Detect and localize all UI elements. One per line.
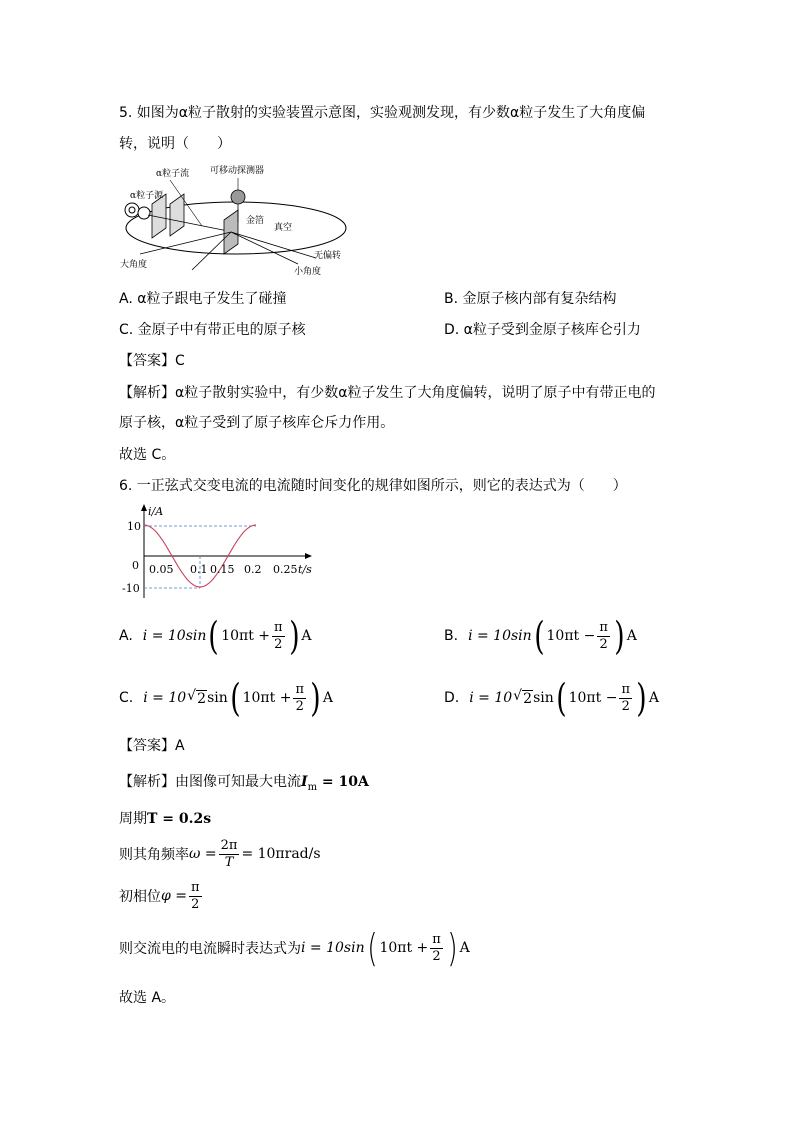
frac-num: π: [621, 681, 630, 697]
q6-analysis-intro: 【解析】由图像可知最大电流: [119, 774, 301, 790]
q6-option-d-label: D.: [444, 690, 460, 706]
q6-option-c-unit: A: [322, 690, 333, 706]
q6-option-d[interactable]: D. i = 10 √ 2 sin ( 10πt − $\frac{\pi}{2}$ ) A: [444, 674, 659, 722]
alpha-scattering-diagram: [118, 160, 350, 280]
imax-sub: m: [307, 781, 318, 793]
q6-option-c-coef-pre: i = 10: [143, 690, 187, 706]
label-no-deflection: 无偏转: [314, 251, 342, 261]
q6-answer: 【答案】A: [119, 738, 185, 754]
q5-option-d[interactable]: D. α粒子受到金原子核库仑引力: [444, 322, 641, 338]
frac-num: π: [274, 619, 283, 635]
q6-option-a-unit: A: [301, 628, 312, 644]
frac-num: π: [599, 619, 608, 635]
q6-option-d-coef-post: sin: [533, 690, 554, 706]
q6-conclusion: 故选 A。: [119, 990, 176, 1006]
q6-analysis-imax: [119, 772, 369, 798]
frac-den: 2: [274, 636, 283, 652]
imax-symbol: I: [301, 774, 308, 790]
q6-analysis-instant: 则交流电的电流瞬时表达式为 i = 10sin ( 10πt + $\frac{\pi}{2}$ ) A: [119, 926, 470, 970]
q5-option-b[interactable]: B. 金原子核内部有复杂结构: [444, 291, 617, 307]
label-detector: 可移动探测器: [210, 166, 265, 176]
period-value: T = 0.2s: [147, 811, 212, 827]
q5-stem-line1: 5. 如图为α粒子散射的实验装置示意图，实验观测发现，有少数α粒子发生了大角度偏: [119, 105, 646, 121]
frac-den: 2: [191, 896, 200, 912]
graph-y-zero: 0: [132, 559, 139, 572]
q6-option-b-unit: A: [626, 628, 637, 644]
q6-option-a-label: A.: [119, 628, 133, 644]
instant-label: 则交流电的电流瞬时表达式为: [119, 941, 301, 957]
graph-ylabel: i/A: [148, 505, 164, 518]
q5-option-c[interactable]: C. 金原子中有带正电的原子核: [119, 322, 306, 338]
frac-den: 2: [432, 948, 441, 964]
frac-den: 2: [295, 698, 304, 714]
q6-option-c[interactable]: C. i = 10 √ 2 sin ( 10πt + $\frac{\pi}{2}$ ) A: [119, 674, 333, 722]
period-label: 周期: [119, 811, 147, 827]
graph-tick-0.05: 0.05: [149, 563, 174, 576]
frac-num: π: [190, 879, 200, 895]
phase-label: 初相位: [119, 889, 161, 905]
q6-option-c-coef-post: sin: [207, 690, 228, 706]
label-vacuum: 真空: [274, 223, 293, 233]
q6-option-c-label: C.: [119, 690, 134, 706]
label-small-angle: 小角度: [294, 267, 322, 277]
phase-lhs: φ =: [161, 888, 187, 904]
label-alpha-source: α粒子源: [130, 191, 164, 201]
q6-analysis-period: [119, 809, 211, 829]
graph-tick-0.2: 0.2: [244, 563, 262, 576]
frac-den: 2: [599, 636, 608, 652]
instant-inner: 10πt +: [379, 940, 429, 956]
q6-option-d-inner: 10πt −: [568, 690, 618, 706]
q6-analysis-omega: [119, 834, 321, 874]
frac-num: π: [295, 681, 304, 697]
q5-analysis-line1: 【解析】α粒子散射实验中，有少数α粒子发生了大角度偏转，说明了原子中有带正电的: [119, 385, 656, 401]
graph-y-bottom: -10: [122, 582, 140, 595]
frac-num: π: [432, 931, 441, 947]
omega-rhs: = 10πrad/s: [241, 846, 321, 862]
q6-option-c-root: √ 2: [196, 690, 207, 707]
q5-answer: 【答案】C: [119, 353, 185, 369]
q6-analysis-phase: [119, 876, 204, 916]
q5-conclusion: 故选 C。: [119, 447, 176, 463]
omega-lhs: ω =: [189, 846, 217, 862]
q6-option-a[interactable]: A. i = 10sin ( 10πt + $\frac{\pi}{2}$ ) A: [119, 614, 312, 658]
frac-den: 2: [621, 698, 630, 714]
instant-coef: i = 10sin: [301, 940, 365, 956]
q6-option-b[interactable]: B. i = 10sin ( 10πt − $\frac{\pi}{2}$ ) A: [444, 614, 637, 658]
graph-tick-0.25: 0.25: [273, 563, 298, 576]
q6-option-d-unit: A: [648, 690, 659, 706]
q6-option-d-coef-pre: i = 10: [469, 690, 513, 706]
label-alpha-stream: α粒子流: [156, 169, 190, 179]
imax-value: = 10A: [317, 774, 369, 790]
q6-option-d-root: √ 2: [522, 690, 533, 707]
graph-xlabel: t/s: [298, 563, 312, 576]
q6-option-b-label: B.: [444, 628, 459, 644]
q6-option-b-coef: i = 10sin: [468, 628, 532, 644]
q6-option-b-inner: 10πt −: [546, 628, 596, 644]
q5-stem-line2: 转，说明（ ）: [119, 136, 231, 152]
q6-stem: 6. 一正弦式交变电流的电流随时间变化的规律如图所示，则它的表达式为（ ）: [119, 478, 627, 494]
omega-num: 2π: [220, 837, 238, 853]
q5-option-a[interactable]: A. α粒子跟电子发生了碰撞: [119, 291, 287, 307]
instant-unit: A: [459, 940, 470, 956]
current-time-graph: [118, 502, 318, 602]
q6-option-a-inner: 10πt +: [221, 628, 271, 644]
label-gold-foil: 金箔: [246, 216, 265, 226]
q6-option-c-inner: 10πt +: [242, 690, 292, 706]
graph-tick-0.1: 0.1: [190, 563, 208, 576]
omega-den: T: [224, 854, 234, 870]
omega-label: 则其角频率: [119, 847, 189, 863]
q6-option-a-coef: i = 10sin: [142, 628, 207, 644]
graph-y-top: 10: [127, 520, 141, 533]
graph-tick-0.15: 0.15: [210, 563, 235, 576]
label-large-angle: 大角度: [120, 260, 148, 270]
q5-analysis-line2: 原子核，α粒子受到了原子核库仑斥力作用。: [119, 415, 395, 431]
